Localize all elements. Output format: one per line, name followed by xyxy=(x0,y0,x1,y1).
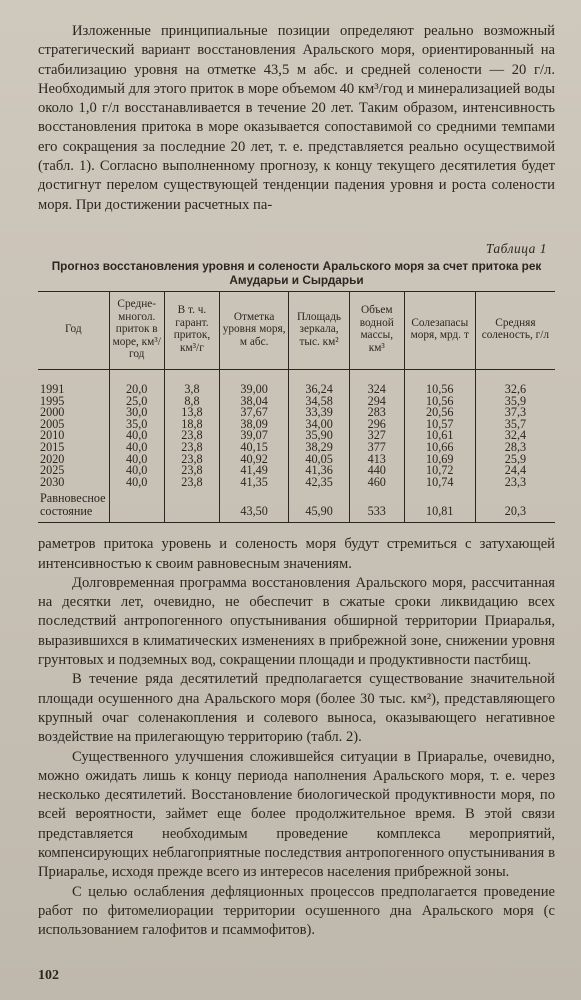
cell-surface-area: 41,36 xyxy=(289,465,350,477)
table-row xyxy=(38,407,555,419)
cell-mean-inflow: 40,0 xyxy=(109,442,164,454)
cell-mean-salinity: 20,3 xyxy=(475,505,555,523)
cell-water-volume: 460 xyxy=(349,477,404,489)
cell-year: 1995 xyxy=(40,393,65,408)
cell-water-volume: 296 xyxy=(349,419,404,431)
cell-sea-level: 40,15 xyxy=(219,442,288,454)
paragraph-improvement: Существенного улучшения сложившейся ситуации в Приаралье, очевидно, можно ожидать лишь к концу периода наполнения Аральского моря, т. е. через несколько десятилетий. Восстановление биологической продуктивности моря, по всей вероятности, займет еще более продолжительное время. В этой связи представляется необходимым проведение комплекса мероприятий, компенсирующих неблагоприятные последствия антропогенного опустынивания в Приаралье, исходя прежде всего из интересов населения прибрежной зоны. xyxy=(38,748,555,881)
cell-year: 2005 xyxy=(40,416,65,431)
cell-sea-level: 39,07 xyxy=(219,430,288,442)
paragraph-dried-bottom: В течение ряда десятилетий предполагается существование значительной площади осушенного дна Аральского моря (более 30 тыс. км²), представляющего крупный очаг соленакопления и солевого выноса, оказывающего негативное воздействие на прилегающую территорию (табл. 2). xyxy=(38,671,555,746)
cell-sea-level: 40,92 xyxy=(219,454,288,466)
cell-surface-area: 38,29 xyxy=(289,442,350,454)
cell-water-volume: 324 xyxy=(349,369,404,395)
cell-salt-reserves: 10,81 xyxy=(404,505,475,523)
cell-mean-inflow: 40,0 xyxy=(109,465,164,477)
cell-year: 1991 xyxy=(40,381,65,396)
cell-mean-salinity: 24,4 xyxy=(475,465,555,477)
cell-salt-reserves: 10,57 xyxy=(404,419,475,431)
cell-mean-inflow: 40,0 xyxy=(109,430,164,442)
cell-mean-salinity: 32,4 xyxy=(475,430,555,442)
cell-guaranteed-inflow: 13,8 xyxy=(164,407,219,419)
cell-water-volume: 533 xyxy=(349,505,404,523)
table-row xyxy=(38,430,555,442)
cell-mean-inflow: 20,0 xyxy=(109,369,164,395)
cell-year: 2000 xyxy=(40,405,65,420)
header-surface-area: Площадь зеркала, тыс. км² xyxy=(289,291,350,369)
cell-year: 2030 xyxy=(40,474,65,489)
cell-water-volume: 413 xyxy=(349,454,404,466)
forecast-table xyxy=(38,291,555,523)
cell-year: 2020 xyxy=(40,451,65,466)
cell-sea-level: 43,50 xyxy=(219,505,288,523)
cell-salt-reserves: 20,56 xyxy=(404,407,475,419)
header-mean-inflow: Средне-многол. приток в море, км³/год xyxy=(109,291,164,369)
cell-surface-area: 34,00 xyxy=(289,419,350,431)
cell-equilibrium-label-2: состояние xyxy=(38,505,109,523)
header-mean-salinity: Средняя соленость, г/л xyxy=(475,291,555,369)
cell-guaranteed-inflow: 8,8 xyxy=(164,396,219,408)
cell-mean-inflow xyxy=(109,505,164,523)
table-label: Таблица 1 xyxy=(485,240,547,256)
cell-surface-area: 34,58 xyxy=(289,396,350,408)
table-row xyxy=(38,465,555,477)
cell-mean-salinity: 37,3 xyxy=(475,407,555,419)
cell-guaranteed-inflow: 18,8 xyxy=(164,419,219,431)
cell-surface-area: 35,90 xyxy=(289,430,350,442)
cell-guaranteed-inflow: 23,8 xyxy=(164,465,219,477)
cell-surface-area: 33,39 xyxy=(289,407,350,419)
cell-water-volume: 283 xyxy=(349,407,404,419)
cell-sea-level: 38,09 xyxy=(219,419,288,431)
header-guaranteed-inflow: В т. ч. гарант. приток, км³/г xyxy=(164,291,219,369)
cell-mean-inflow: 40,0 xyxy=(109,454,164,466)
cell-water-volume: 327 xyxy=(349,430,404,442)
paragraph-program: Долговременная программа восстановления Аральского моря, рассчитанная на десятки лет, очевидно, не обеспечит в сжатые сроки ликвидацию всех последствий антропогенного опустынивания обширной территории Приаралья, выразившихся в климатических изменениях в прибрежной зоне, снижении уровня грунтовых и подземных вод, сокращении площади и продуктивности пастбищ. xyxy=(38,574,555,669)
cell-sea-level: 39,00 xyxy=(219,369,288,395)
cell-mean-inflow: 30,0 xyxy=(109,407,164,419)
cell-guaranteed-inflow xyxy=(164,505,219,523)
cell-surface-area: 45,90 xyxy=(289,505,350,523)
table-row xyxy=(38,454,555,466)
cell-mean-salinity: 25,9 xyxy=(475,454,555,466)
paragraph-intro: Изложенные принципиальные позиции определяют реально возможный стратегический вариант восстановления Аральского моря, ориентированный на стабилизацию уровня на отметке 43,5 м абс. и средней солености — 20 г/л. Необходимый для этого приток в море объемом 40 км³/год и минерализацией воды около 1,0 г/л восстанавливается в течение 20 лет. Таким образом, интенсивность восстановления притока в море оказывается сопоставимой со средними темпами его сокращения за последние 20 лет, т. е. представляется реально осуществимой (табл. 1). Согласно выполненному прогнозу, к концу текущего десятилетия будет достигнут перелом существующей тенденции падения уровня и роста солености моря. При достижении расчетных па- xyxy=(38,23,555,213)
cell-year: 2010 xyxy=(40,428,65,443)
cell-water-volume: 294 xyxy=(349,396,404,408)
cell-water-volume: 440 xyxy=(349,465,404,477)
cell-sea-level: 41,35 xyxy=(219,477,288,489)
cell-mean-salinity: 32,6 xyxy=(475,369,555,395)
body-text-after-table xyxy=(38,535,555,940)
cell-mean-salinity: 35,7 xyxy=(475,419,555,431)
cell-salt-reserves: 10,72 xyxy=(404,465,475,477)
cell-water-volume: 377 xyxy=(349,442,404,454)
cell-mean-inflow: 40,0 xyxy=(109,477,164,489)
cell-salt-reserves: 10,56 xyxy=(404,369,475,395)
table-row xyxy=(38,396,555,408)
cell-mean-inflow: 25,0 xyxy=(109,396,164,408)
cell-guaranteed-inflow: 23,8 xyxy=(164,477,219,489)
cell-sea-level: 37,67 xyxy=(219,407,288,419)
cell-mean-salinity: 23,3 xyxy=(475,477,555,489)
cell-salt-reserves: 10,74 xyxy=(404,477,475,489)
table-row xyxy=(38,477,555,489)
page-number: 102 xyxy=(38,968,59,983)
cell-salt-reserves: 10,69 xyxy=(404,454,475,466)
table-row xyxy=(38,419,555,431)
cell-salt-reserves: 10,56 xyxy=(404,396,475,408)
cell-equilibrium-label-1: Равновесное xyxy=(40,490,106,505)
table-header-row xyxy=(38,291,555,369)
table-row xyxy=(38,442,555,454)
cell-mean-salinity: 28,3 xyxy=(475,442,555,454)
header-sea-level: Отметка уровня моря, м абс. xyxy=(219,291,288,369)
cell-guaranteed-inflow: 23,8 xyxy=(164,442,219,454)
cell-surface-area: 36,24 xyxy=(289,369,350,395)
cell-guaranteed-inflow: 23,8 xyxy=(164,430,219,442)
cell-surface-area: 42,35 xyxy=(289,477,350,489)
cell-sea-level: 41,49 xyxy=(219,465,288,477)
cell-salt-reserves: 10,66 xyxy=(404,442,475,454)
cell-guaranteed-inflow: 3,8 xyxy=(164,369,219,395)
header-salt-reserves: Солезапасы моря, мрд. т xyxy=(404,291,475,369)
cell-guaranteed-inflow: 23,8 xyxy=(164,454,219,466)
table-row-equilibrium xyxy=(38,488,555,505)
header-year: Год xyxy=(38,291,109,369)
table-row-equilibrium-values xyxy=(38,505,555,523)
cell-mean-inflow: 35,0 xyxy=(109,419,164,431)
cell-year: 2025 xyxy=(40,463,65,478)
cell-year: 2015 xyxy=(40,439,65,454)
table-row xyxy=(38,369,555,395)
header-water-volume: Объем водной массы, км³ xyxy=(349,291,404,369)
paragraph-phytomelioration: С целью ослабления дефляционных процессов предполагается проведение работ по фитомелиорации территории осушенного дна Аральского моря (с использованием галофитов и псаммофитов). xyxy=(38,883,555,939)
cell-sea-level: 38,04 xyxy=(219,396,288,408)
paragraph-continuation: раметров притока уровень и соленость моря будут стремиться с затухающей интенсивностью к своим равновесным значениям. xyxy=(38,536,555,572)
cell-surface-area: 40,05 xyxy=(289,454,350,466)
table-caption: Прогноз восстановления уровня и солености Аральского моря за счет притока рек Амударьи и Сырдарьи xyxy=(51,258,542,288)
cell-mean-salinity: 35,9 xyxy=(475,396,555,408)
cell-salt-reserves: 10,61 xyxy=(404,430,475,442)
